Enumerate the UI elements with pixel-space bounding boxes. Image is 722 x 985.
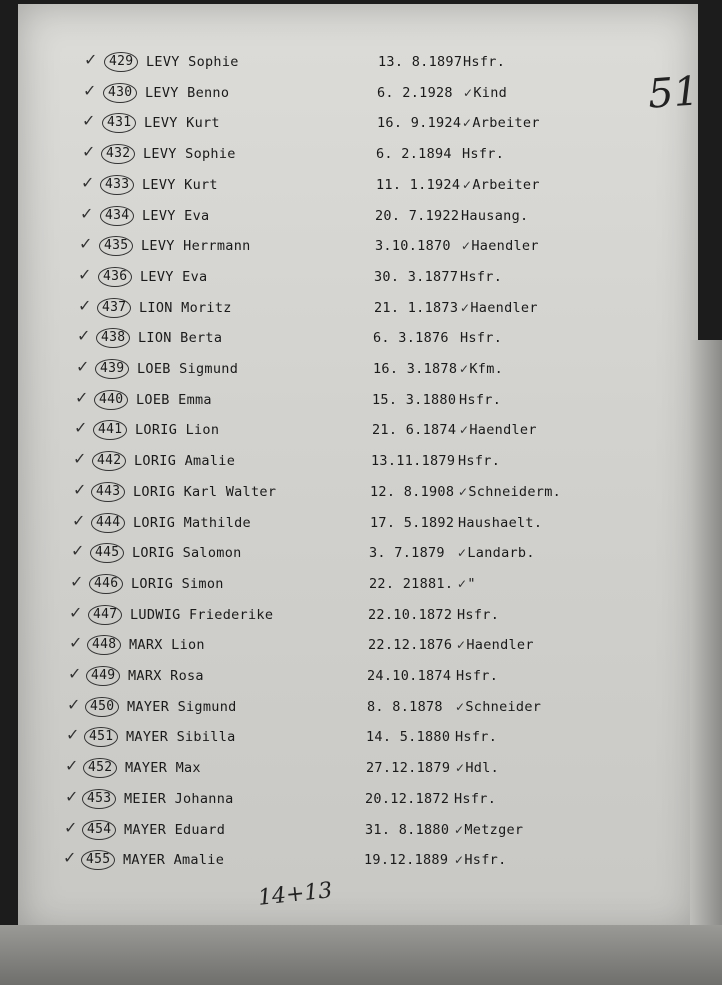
entry-birth-date: 16. 9.1924 — [377, 115, 462, 131]
entry-occupation — [460, 300, 538, 316]
entry-birth-date: 20. 7.1922 — [375, 208, 460, 224]
entry-birth-date: 22.12.1876 — [368, 637, 453, 653]
entry-occupation-text: Hsfr. — [454, 791, 497, 807]
entry-name: LORIG Lion — [135, 422, 220, 438]
handwritten-check-icon: ✓ — [74, 418, 88, 437]
entry-occupation — [458, 484, 561, 500]
entry-name: MAYER Sigmund — [127, 699, 237, 715]
entry-occupation-text: Arbeiter — [472, 177, 540, 193]
list-row — [0, 326, 722, 356]
entry-birth-date: 13. 8.1897 — [378, 54, 463, 70]
handwritten-tick-icon: ✓ — [456, 638, 467, 652]
list-row — [0, 511, 722, 541]
entry-birth-date: 6. 2.1928 — [377, 85, 453, 101]
entry-name: MAYER Sibilla — [126, 729, 236, 745]
handwritten-check-icon: ✓ — [63, 848, 77, 867]
list-row — [0, 695, 722, 725]
entry-occupation — [462, 115, 540, 131]
entry-birth-date: 15. 3.1880 — [372, 392, 457, 408]
entry-occupation — [458, 515, 542, 531]
entry-occupation — [460, 269, 502, 285]
entry-name: LORIG Amalie — [134, 453, 236, 469]
entry-occupation — [463, 54, 505, 70]
list-row — [0, 664, 722, 694]
entry-occupation — [459, 422, 537, 438]
entry-occupation — [454, 822, 523, 838]
page-bottom-shadow — [0, 925, 722, 985]
entry-occupation-text: Kfm. — [469, 361, 504, 377]
entry-number: 442 — [92, 451, 126, 471]
list-row — [0, 541, 722, 571]
entry-number: 444 — [91, 513, 125, 533]
entry-birth-date: 6. 3.1876 — [373, 330, 449, 346]
entry-name: LEVY Sophie — [146, 54, 239, 70]
list-row — [0, 142, 722, 172]
entry-name: LORIG Mathilde — [133, 515, 251, 531]
entry-occupation — [461, 238, 539, 254]
entry-occupation — [458, 453, 500, 469]
handwritten-check-icon: ✓ — [76, 357, 90, 376]
list-row — [0, 787, 722, 817]
entry-occupation — [457, 607, 499, 623]
handwritten-check-icon: ✓ — [70, 572, 84, 591]
list-row — [0, 449, 722, 479]
handwritten-tick-icon: ✓ — [454, 853, 465, 867]
list-row — [0, 50, 722, 80]
entry-birth-date: 6. 2.1894 — [376, 146, 452, 162]
handwritten-check-icon: ✓ — [69, 633, 83, 652]
entry-number: 449 — [86, 666, 120, 686]
handwritten-tick-icon: ✓ — [458, 485, 469, 499]
entry-number: 438 — [96, 328, 130, 348]
entry-name: MAYER Max — [125, 760, 201, 776]
entry-occupation-text: Hsfr. — [460, 269, 503, 285]
handwritten-check-icon: ✓ — [72, 511, 86, 530]
entry-number: 433 — [100, 175, 134, 195]
handwritten-check-icon: ✓ — [81, 173, 95, 192]
entry-occupation — [455, 760, 499, 776]
entry-occupation — [459, 361, 503, 377]
entry-number: 439 — [95, 359, 129, 379]
list-row — [0, 633, 722, 663]
list-row — [0, 111, 722, 141]
entry-birth-date: 8. 8.1878 — [367, 699, 443, 715]
handwritten-check-icon: ✓ — [65, 787, 79, 806]
entry-birth-date: 19.12.1889 — [364, 852, 449, 868]
entry-number: 443 — [91, 482, 125, 502]
entry-occupation — [454, 791, 496, 807]
handwritten-tick-icon: ✓ — [463, 86, 474, 100]
list-row — [0, 418, 722, 448]
entry-birth-date: 20.12.1872 — [365, 791, 450, 807]
handwritten-tick-icon: ✓ — [459, 423, 470, 437]
entry-number: 437 — [97, 298, 131, 318]
entry-birth-date: 3.10.1870 — [375, 238, 451, 254]
entry-occupation-text: Hsfr. — [463, 54, 506, 70]
entry-number: 440 — [94, 390, 128, 410]
entry-number: 436 — [98, 267, 132, 287]
entry-occupation-text: Hsfr. — [459, 392, 502, 408]
entry-occupation-text: Haendler — [470, 300, 538, 316]
list-row — [0, 480, 722, 510]
entry-number: 434 — [100, 206, 134, 226]
entry-occupation — [462, 177, 540, 193]
handwritten-tick-icon: ✓ — [457, 546, 468, 560]
entry-birth-date: 12. 8.1908 — [370, 484, 455, 500]
entry-name: LORIG Salomon — [132, 545, 242, 561]
entry-name: LUDWIG Friederike — [130, 607, 274, 623]
list-row — [0, 388, 722, 418]
entry-occupation-text: Metzger — [464, 822, 524, 838]
entry-occupation — [454, 852, 507, 868]
entry-occupation — [457, 545, 535, 561]
entry-birth-date: 30. 3.1877 — [374, 269, 459, 285]
entry-occupation-text: Hsfr. — [458, 453, 501, 469]
entry-birth-date: 17. 5.1892 — [370, 515, 455, 531]
entry-name: MARX Lion — [129, 637, 205, 653]
entry-occupation-text: Hdl. — [465, 760, 500, 776]
handwritten-tick-icon: ✓ — [454, 823, 465, 837]
entry-number: 429 — [104, 52, 138, 72]
entry-name: LEVY Eva — [142, 208, 210, 224]
entry-occupation — [456, 637, 534, 653]
entry-occupation-text: Landarb. — [467, 545, 535, 561]
handwritten-check-icon: ✓ — [82, 142, 96, 161]
entry-number: 455 — [81, 850, 115, 870]
handwritten-check-icon: ✓ — [68, 664, 82, 683]
list-row — [0, 265, 722, 295]
entry-number: 446 — [89, 574, 123, 594]
entry-birth-date: 22. 21881. — [369, 576, 454, 592]
handwritten-check-icon: ✓ — [69, 603, 83, 622]
entry-name: LOEB Emma — [136, 392, 212, 408]
entry-name: LEVY Kurt — [142, 177, 218, 193]
entry-number: 431 — [102, 113, 136, 133]
handwritten-tick-icon: ✓ — [461, 239, 472, 253]
handwritten-tick-icon: ✓ — [455, 761, 466, 775]
entry-occupation-text: Haendler — [466, 637, 534, 653]
entry-birth-date: 24.10.1874 — [367, 668, 452, 684]
list-row — [0, 818, 722, 848]
list-row — [0, 357, 722, 387]
list-row — [0, 572, 722, 602]
entry-birth-date: 31. 8.1880 — [365, 822, 450, 838]
handwritten-tick-icon: ✓ — [462, 178, 473, 192]
list-row — [0, 848, 722, 878]
handwritten-check-icon: ✓ — [75, 388, 89, 407]
entry-number: 450 — [85, 697, 119, 717]
entry-name: LORIG Karl Walter — [133, 484, 277, 500]
entry-name: MEIER Johanna — [124, 791, 234, 807]
handwritten-check-icon: ✓ — [79, 234, 93, 253]
entry-occupation-text: " — [467, 576, 476, 592]
entry-occupation — [460, 330, 502, 346]
entry-birth-date: 27.12.1879 — [366, 760, 451, 776]
list-row — [0, 603, 722, 633]
entry-occupation-text: Haushaelt. — [458, 515, 543, 531]
entry-name: LORIG Simon — [131, 576, 224, 592]
entry-name: MARX Rosa — [128, 668, 204, 684]
entry-birth-date: 21. 6.1874 — [372, 422, 457, 438]
entry-occupation — [457, 576, 476, 592]
entry-occupation-text: Hausang. — [461, 208, 529, 224]
list-row — [0, 81, 722, 111]
entry-number: 430 — [103, 83, 137, 103]
entry-occupation — [462, 146, 504, 162]
handwritten-check-icon: ✓ — [71, 541, 85, 560]
entry-name: LION Moritz — [139, 300, 232, 316]
entry-occupation-text: Arbeiter — [472, 115, 540, 131]
entry-occupation-text: Schneider — [465, 699, 542, 715]
entry-number: 441 — [93, 420, 127, 440]
handwritten-tick-icon: ✓ — [457, 577, 468, 591]
entry-occupation — [455, 729, 497, 745]
list-row — [0, 204, 722, 234]
handwritten-check-icon: ✓ — [73, 480, 87, 499]
handwritten-tick-icon: ✓ — [460, 301, 471, 315]
handwritten-tick-icon: ✓ — [459, 362, 470, 376]
entry-name: LEVY Sophie — [143, 146, 236, 162]
entry-birth-date: 3. 7.1879 — [369, 545, 445, 561]
handwritten-check-icon: ✓ — [67, 695, 81, 714]
handwritten-check-icon: ✓ — [64, 818, 78, 837]
entry-birth-date: 14. 5.1880 — [366, 729, 451, 745]
list-row — [0, 234, 722, 264]
entry-occupation-text: Schneiderm. — [468, 484, 562, 500]
page-number: 51 — [646, 68, 701, 118]
entry-occupation-text: Hsfr. — [457, 607, 500, 623]
handwritten-check-icon: ✓ — [73, 449, 87, 468]
entry-birth-date: 11. 1.1924 — [376, 177, 461, 193]
handwritten-footer-note: 14+13 — [256, 878, 334, 911]
entry-occupation — [456, 668, 498, 684]
entry-birth-date: 21. 1.1873 — [374, 300, 459, 316]
entry-occupation-text: Kind — [473, 85, 508, 101]
handwritten-check-icon: ✓ — [83, 81, 97, 100]
handwritten-check-icon: ✓ — [77, 326, 91, 345]
handwritten-check-icon: ✓ — [78, 265, 92, 284]
entry-occupation-text: Hsfr. — [455, 729, 498, 745]
entry-occupation-text: Hsfr. — [462, 146, 505, 162]
handwritten-check-icon: ✓ — [65, 756, 79, 775]
handwritten-tick-icon: ✓ — [455, 700, 466, 714]
handwritten-check-icon: ✓ — [84, 50, 98, 69]
entry-name: LEVY Benno — [145, 85, 230, 101]
entry-occupation-text: Hsfr. — [464, 852, 507, 868]
handwritten-check-icon: ✓ — [82, 111, 96, 130]
entry-number: 453 — [82, 789, 116, 809]
entry-number: 445 — [90, 543, 124, 563]
entry-number: 452 — [83, 758, 117, 778]
entry-name: MAYER Eduard — [124, 822, 226, 838]
entry-name: MAYER Amalie — [123, 852, 225, 868]
entry-number: 447 — [88, 605, 122, 625]
handwritten-tick-icon: ✓ — [462, 116, 473, 130]
entry-occupation-text: Hsfr. — [460, 330, 503, 346]
entry-number: 451 — [84, 727, 118, 747]
handwritten-check-icon: ✓ — [80, 204, 94, 223]
entry-occupation — [463, 85, 507, 101]
entry-occupation-text: Hsfr. — [456, 668, 499, 684]
entry-name: LEVY Herrmann — [141, 238, 251, 254]
entry-name: LEVY Kurt — [144, 115, 220, 131]
entry-birth-date: 16. 3.1878 — [373, 361, 458, 377]
entry-number: 454 — [82, 820, 116, 840]
entry-occupation — [459, 392, 501, 408]
entry-number: 448 — [87, 635, 121, 655]
entry-name: LEVY Eva — [140, 269, 208, 285]
entry-occupation — [455, 699, 541, 715]
entry-occupation-text: Haendler — [469, 422, 537, 438]
list-row — [0, 725, 722, 755]
entry-occupation-text: Haendler — [471, 238, 539, 254]
entry-birth-date: 13.11.1879 — [371, 453, 456, 469]
list-row — [0, 756, 722, 786]
entry-birth-date: 22.10.1872 — [368, 607, 453, 623]
list-row — [0, 173, 722, 203]
handwritten-check-icon: ✓ — [78, 296, 92, 315]
entry-number: 432 — [101, 144, 135, 164]
entry-occupation — [461, 208, 528, 224]
list-row — [0, 296, 722, 326]
handwritten-check-icon: ✓ — [66, 725, 80, 744]
entry-number: 435 — [99, 236, 133, 256]
entry-name: LION Berta — [138, 330, 223, 346]
entry-name: LOEB Sigmund — [137, 361, 239, 377]
